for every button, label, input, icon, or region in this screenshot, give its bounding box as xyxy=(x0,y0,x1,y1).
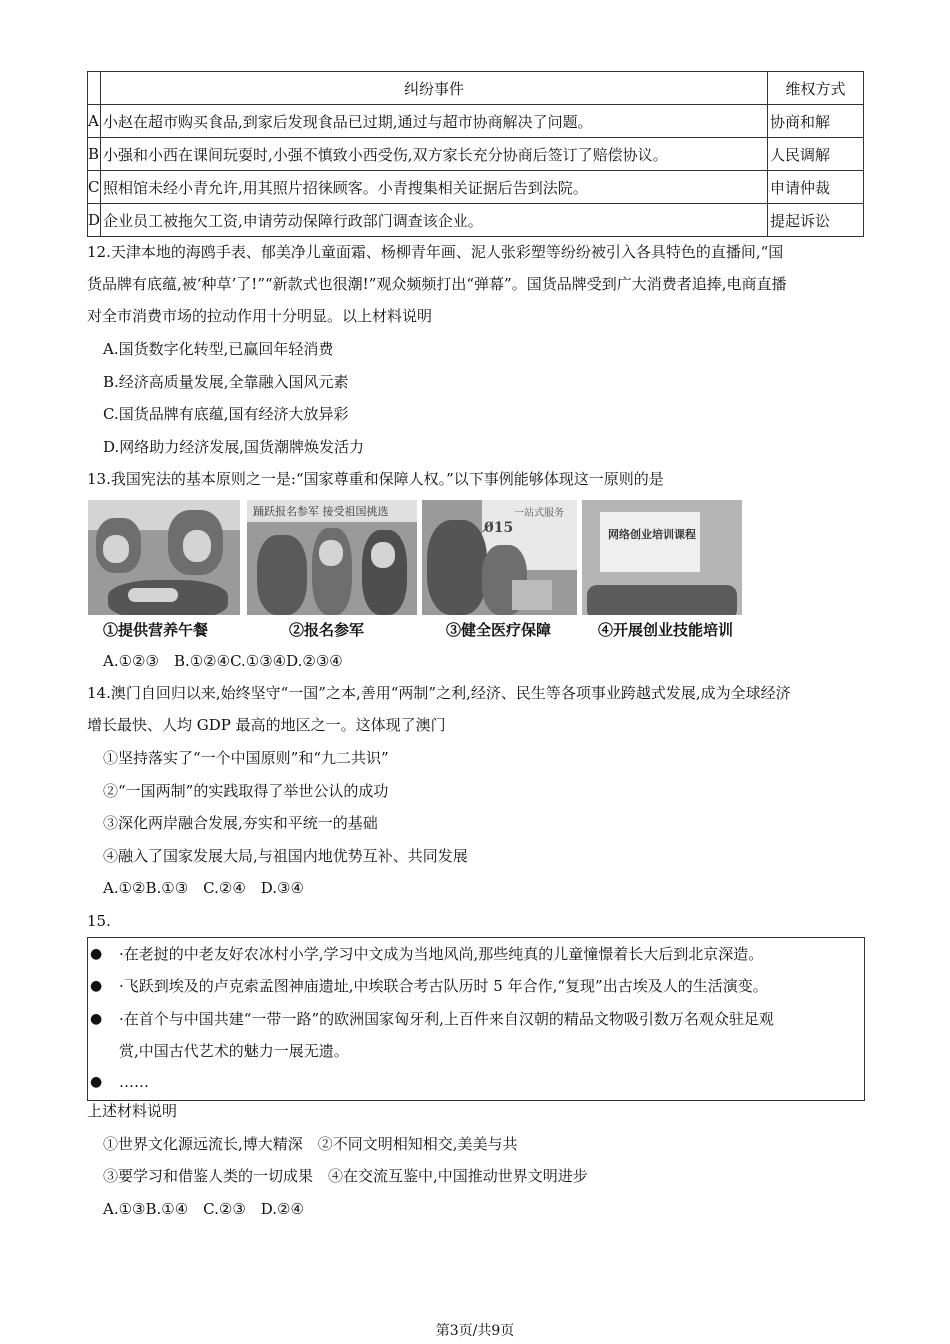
bullet-icon: ● xyxy=(90,1074,103,1090)
photo-banner-text: 踊跃报名参军 接受祖国挑选 xyxy=(253,505,389,518)
page-footer: 第3页/共9页 xyxy=(435,1323,515,1339)
row-event: 照相馆未经小青允许,用其照片招徕顾客。小青搜集相关证据后告到法院。 xyxy=(101,171,768,204)
row-event: 企业员工被拖欠工资,申请劳动保障行政部门调查该企业。 xyxy=(101,204,768,237)
table-row xyxy=(88,204,864,237)
q13-stem: 13.我国宪法的基本原则之一是:“国家尊重和保障人权。”以下事例能够体现这一原则的是 xyxy=(87,470,664,488)
q12-option-b: B.经济高质量发展,全靠融入国风元素 xyxy=(103,373,349,391)
caption-2: ②报名参军 xyxy=(289,621,365,639)
photo-logo-text: 0̸15 xyxy=(484,520,514,536)
row-event: 小强和小西在课间玩耍时,小强不慎致小西受伤,双方家长充分协商后签订了赔偿协议。 xyxy=(101,138,768,171)
caption-3: ③健全医疗保障 xyxy=(446,621,552,639)
q14-options: A.①②B.①③ C.②④ D.③④ xyxy=(103,879,304,897)
q12-stem-line-3: 对全市消费市场的拉动作用十分明显。以上材料说明 xyxy=(87,307,433,325)
table-row xyxy=(88,138,864,171)
q12-option-c: C.国货品牌有底蕴,国有经济大放异彩 xyxy=(103,405,349,423)
q15-bullet-3-line-2: 赏,中国古代艺术的魅力一展无遗。 xyxy=(119,1042,349,1060)
q15-material-box xyxy=(87,937,865,1101)
photo-entrepreneurship-training xyxy=(582,500,742,615)
table-corner-cell xyxy=(88,72,101,105)
photo-sign-text: 一站式服务 xyxy=(514,508,564,519)
caption-1: ①提供营养午餐 xyxy=(103,621,209,639)
q14-item-2: ②“一国两制”的实践取得了举世公认的成功 xyxy=(103,782,389,800)
row-method: 申请仲裁 xyxy=(767,171,863,204)
q14-item-4: ④融入了国家发展大局,与祖国内地优势互补、共同发展 xyxy=(103,847,468,865)
header-method: 维权方式 xyxy=(767,72,863,105)
bullet-icon: ● xyxy=(90,946,103,962)
q15-items-line-2: ③要学习和借鉴人类的一切成果 ④在交流互鉴中,中国推动世界文明进步 xyxy=(103,1167,588,1185)
q15-after: 上述材料说明 xyxy=(87,1102,178,1120)
row-letter: A xyxy=(88,105,101,138)
photo-screen-text: 网络创业培训课程 xyxy=(608,528,696,541)
q15-number: 15. xyxy=(87,912,111,930)
row-method: 提起诉讼 xyxy=(767,204,863,237)
q14-item-1: ①坚持落实了“一个中国原则”和“九二共识” xyxy=(103,749,389,767)
q15-options: A.①③B.①④ C.②③ D.②④ xyxy=(103,1200,304,1218)
bullet-icon: ● xyxy=(90,1011,103,1027)
q12-option-a: A.国货数字化转型,已赢回年轻消费 xyxy=(103,340,334,358)
q15-bullet-2: ·飞跃到埃及的卢克索孟图神庙遗址,中埃联合考古队历时 5 年合作,“复现”出古埃及人的生活演变。 xyxy=(119,977,768,995)
q15-bullet-3-line-1: ·在首个与中国共建“一带一路”的欧洲国家匈牙利,上百件来自汉朝的精品文物吸引数万名观众驻足观 xyxy=(119,1010,774,1028)
row-event: 小赵在超市购买食品,到家后发现食品已过期,通过与超市协商解决了问题。 xyxy=(101,105,768,138)
row-letter: B xyxy=(88,138,101,171)
q15-bullet-1: ·在老挝的中老友好农冰村小学,学习中文成为当地风尚,那些纯真的儿童憧憬着长大后到北京深造。 xyxy=(119,945,764,963)
q12-stem-line-2: 货品牌有底蕴,被‘种草’了!”“新款式也很潮!”观众频频打出“弹幕”。国货品牌受到广大消费者追捧,电商直播 xyxy=(87,275,787,293)
table-row xyxy=(88,105,864,138)
q12-option-d: D.网络助力经济发展,国货潮牌焕发活力 xyxy=(103,438,365,456)
row-letter: C xyxy=(88,171,101,204)
bullet-icon: ● xyxy=(90,978,103,994)
header-event: 纠纷事件 xyxy=(101,72,768,105)
q15-bullet-4: …… xyxy=(119,1073,149,1091)
table-row xyxy=(88,171,864,204)
photo-military-enlistment xyxy=(247,500,417,615)
row-method: 人民调解 xyxy=(767,138,863,171)
row-method: 协商和解 xyxy=(767,105,863,138)
q14-stem-line-1: 14.澳门自回归以来,始终坚守“一国”之本,善用“两制”之利,经济、民生等各项事业跨越式发展,成为全球经济 xyxy=(87,684,791,702)
table-header-row xyxy=(88,72,864,105)
photo-nutrition-lunch xyxy=(88,500,240,615)
dispute-table xyxy=(87,71,864,237)
photo-medical-care xyxy=(422,500,577,615)
q14-item-3: ③深化两岸融合发展,夯实和平统一的基础 xyxy=(103,814,378,832)
q15-items-line-1: ①世界文化源远流长,博大精深 ②不同文明相知相交,美美与共 xyxy=(103,1135,518,1153)
row-letter: D xyxy=(88,204,101,237)
q13-options: A.①②③ B.①②④C.①③④D.②③④ xyxy=(103,652,343,670)
caption-4: ④开展创业技能培训 xyxy=(598,621,734,639)
q12-stem-line-1: 12.天津本地的海鸥手表、郁美净儿童面霜、杨柳青年画、泥人张彩塑等纷纷被引入各具特色的直播间,“国 xyxy=(87,243,784,261)
q14-stem-line-2: 增长最快、人均 GDP 最高的地区之一。这体现了澳门 xyxy=(87,716,446,734)
